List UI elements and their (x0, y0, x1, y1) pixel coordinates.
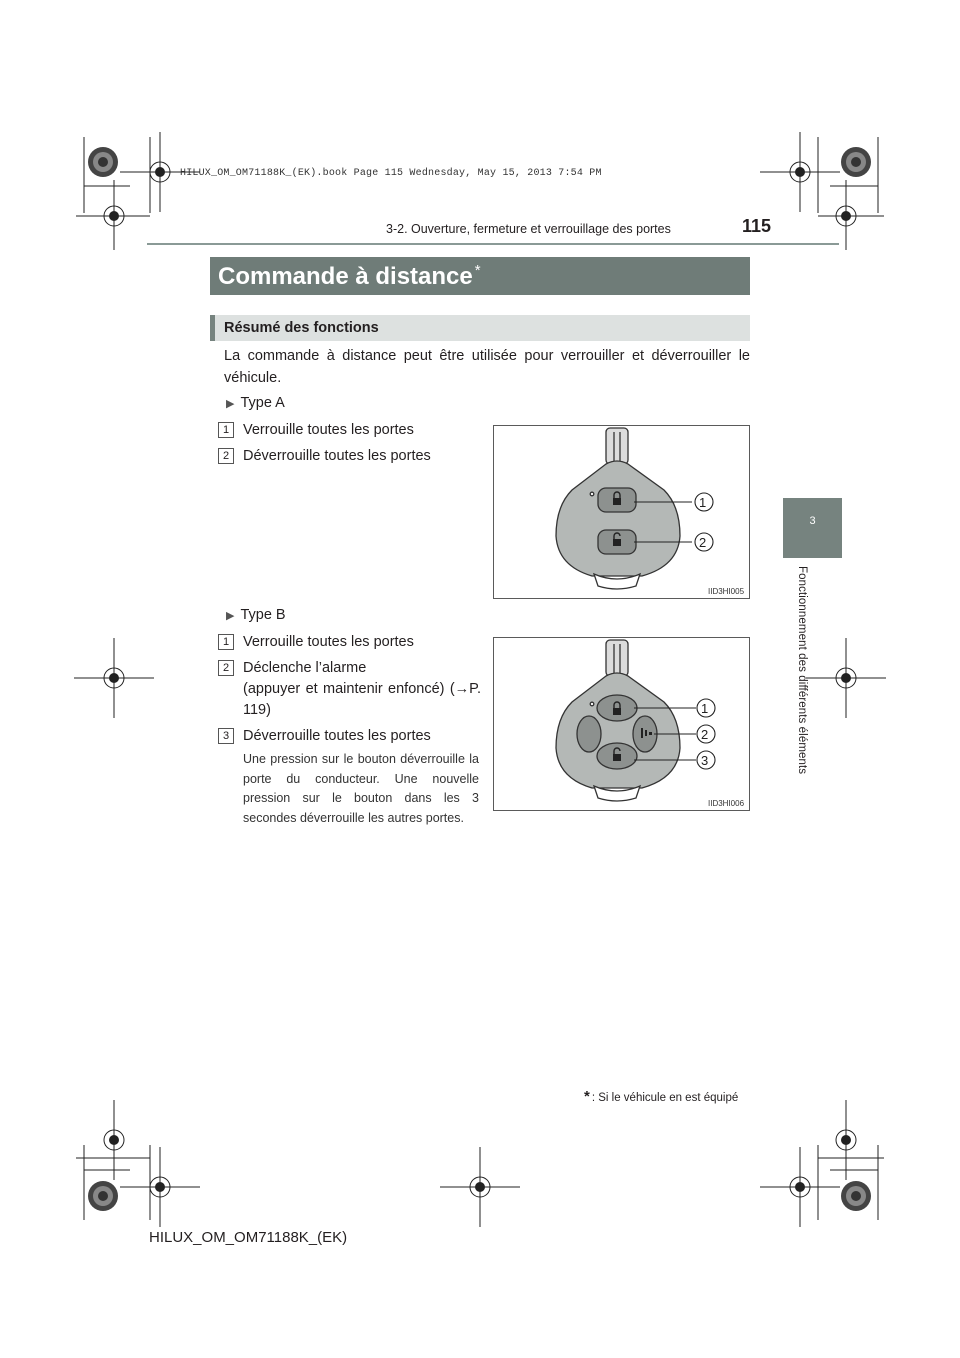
type-b-label (226, 607, 286, 623)
item-number: 2 (218, 448, 234, 464)
subheading: Résumé des fonctions (224, 320, 379, 336)
list-item-detail: (appuyer et maintenir enfoncé) (→P. 119) (243, 681, 481, 718)
print-mark: HILUX_OM_OM71188K_(EK).book Page 115 Wednesday, May 15, 2013 7:54 PM (180, 168, 602, 179)
chapter-number: 3 (809, 515, 816, 527)
list-item: Déverrouille toutes les portes (243, 728, 431, 744)
footnote-text: : Si le véhicule en est équipé (591, 1092, 739, 1104)
figure-code: IID3HI006 (708, 799, 745, 808)
figure-type-a (493, 425, 750, 599)
subheading-accent (210, 315, 215, 341)
triangle-bullet-icon: ▶ (226, 398, 235, 410)
list-item-text: Déclenche l’alarme (243, 660, 367, 676)
item-number: 1 (218, 634, 234, 650)
item-number: 2 (218, 660, 234, 676)
note-paragraph: Une pression sur le bouton déverrouille la porte du conducteur. Une nouvelle pression sur le bouton dans les 3 secondes déverrouille les autres portes. (243, 752, 479, 825)
callout-2: 2 (701, 727, 709, 742)
intro-paragraph: La commande à distance peut être utilisée pour verrouiller et déverrouiller le véhicule. (224, 348, 750, 386)
footnote (584, 1088, 738, 1105)
footer-document-id: HILUX_OM_OM71188K_(EK) (149, 1229, 348, 1246)
list-item: Verrouille toutes les portes (243, 422, 414, 438)
header-rule (147, 243, 839, 245)
page-title (218, 262, 481, 291)
callout-3: 3 (701, 753, 709, 768)
key-fob-type-b-illustration (494, 638, 749, 810)
callout-2: 2 (699, 535, 707, 550)
item-number: 3 (218, 728, 234, 744)
callout-1: 1 (701, 701, 709, 716)
chapter-title: Fonctionnement des différents éléments (796, 566, 808, 775)
type-a-label-text: Type A (240, 395, 285, 411)
header-section-title: 3-2. Ouverture, fermeture et verrouillage des portes (386, 222, 671, 236)
callout-1: 1 (699, 495, 707, 510)
key-fob-type-a-illustration (494, 426, 749, 598)
list-item (243, 658, 481, 721)
chapter-tab (783, 498, 842, 558)
list-item: Verrouille toutes les portes (243, 634, 414, 650)
figure-code: IID3HI005 (708, 587, 745, 596)
list-item: Déverrouille toutes les portes (243, 448, 431, 464)
page-number: 115 (742, 216, 772, 236)
page-title-text: Commande à distance (218, 263, 473, 290)
triangle-bullet-icon: ▶ (226, 610, 235, 622)
item-number: 1 (218, 422, 234, 438)
page-title-marker: * (474, 262, 481, 279)
footnote-marker: * (584, 1088, 590, 1105)
figure-type-b (493, 637, 750, 811)
type-b-label-text: Type B (240, 607, 286, 623)
type-a-label (226, 395, 285, 411)
